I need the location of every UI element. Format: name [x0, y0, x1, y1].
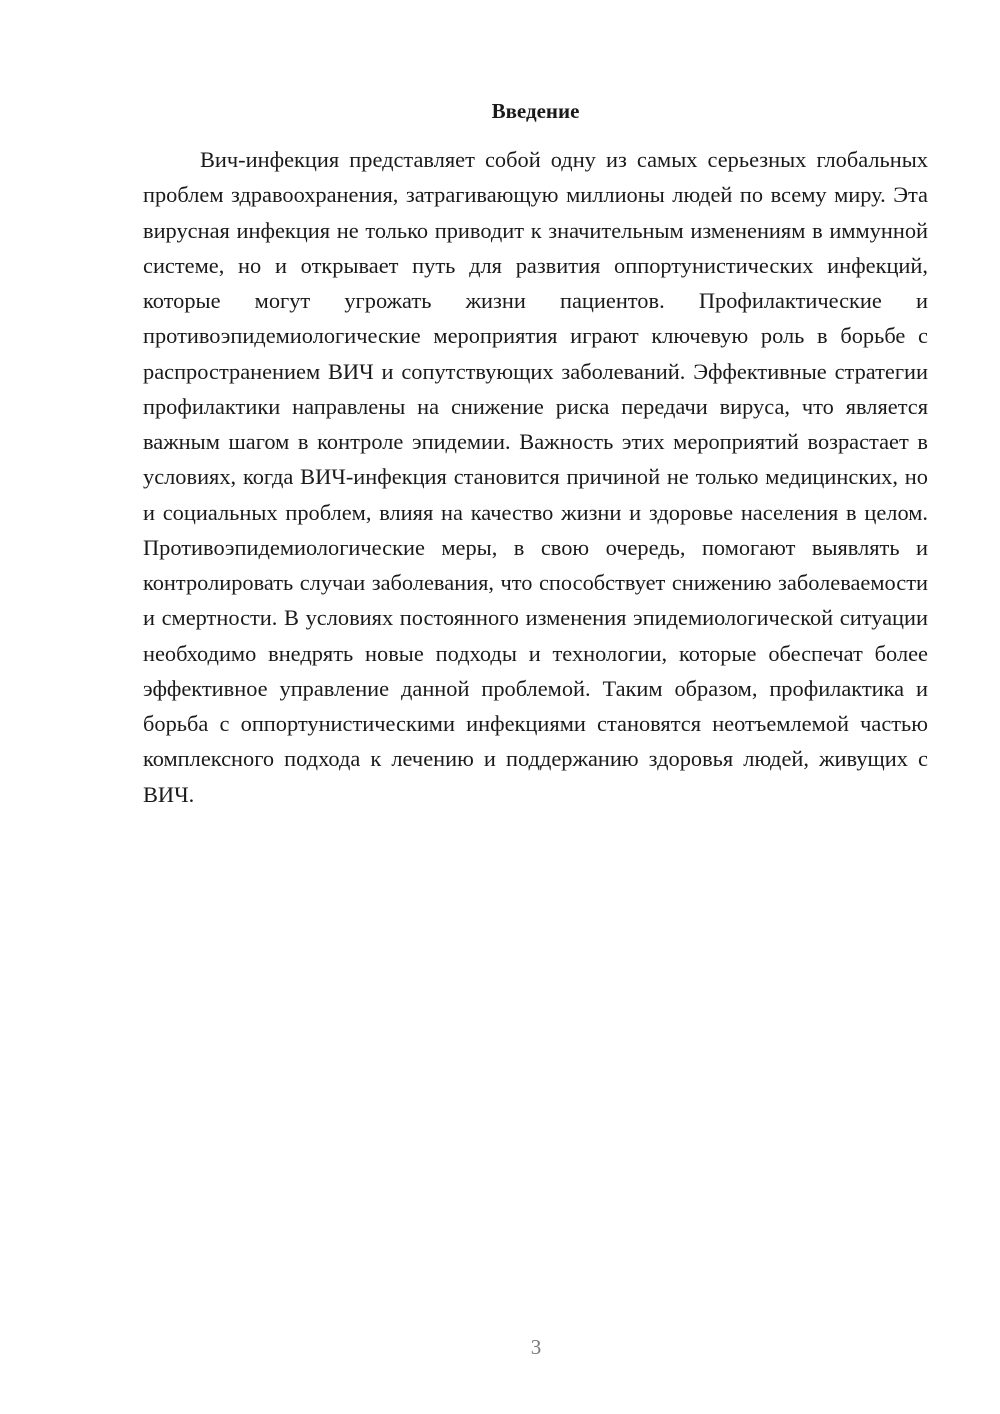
- body-paragraph: Вич-инфекция представляет собой одну из самых серьезных глобальных проблем здравоохранения, затрагивающую миллионы людей по всему миру. Эта вирусная инфекция не только приводит к значительным изменениям в иммунной системе, но и открывает путь для развития оппортунистических инфекций, которые могут угрожать жизни пациентов. Профилактические и противоэпидемиологические мероприятия играют ключевую роль в борьбе с распространением ВИЧ и сопутствующих заболеваний. Эффективные стратегии профилактики направлены на снижение риска передачи вируса, что является важным шагом в контроле эпидемии. Важность этих мероприятий возрастает в условиях, когда ВИЧ-инфекция становится причиной не только медицинских, но и социальных проблем, влияя на качество жизни и здоровье населения в целом. Противоэпидемиологические меры, в свою очередь, помогают выявлять и контролировать случаи заболевания, что способствует снижению заболеваемости и смертности. В условиях постоянного изменения эпидемиологической ситуации необходимо внедрять новые подходы и технологии, которые обеспечат более эффективное управление данной проблемой. Таким образом, профилактика и борьба с оппортунистическими инфекциями становятся неотъемлемой частью комплексного подхода к лечению и поддержанию здоровья людей, живущих с ВИЧ.: [143, 147, 928, 807]
- section-heading: Введение: [491, 99, 580, 123]
- page-number: 3: [530, 1335, 542, 1359]
